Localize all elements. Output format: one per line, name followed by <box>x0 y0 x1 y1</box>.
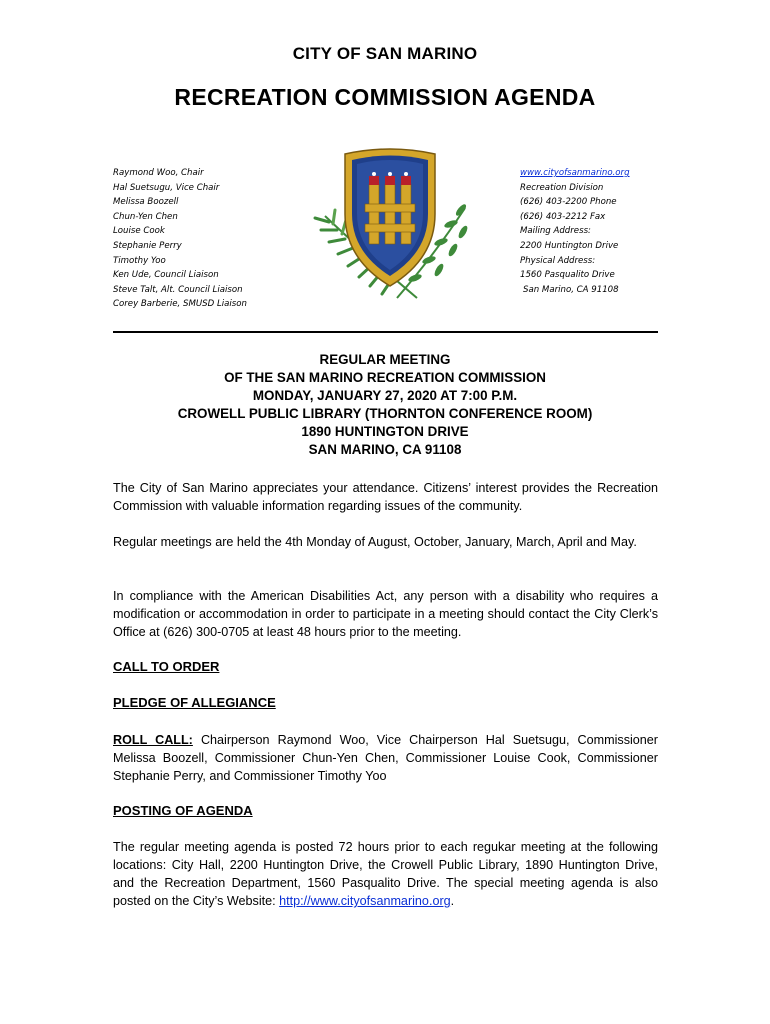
division: Recreation Division <box>520 182 604 193</box>
meeting-info <box>0 351 770 459</box>
phone: (626) 403-2200 Phone <box>520 197 617 208</box>
member-council-liaison: Ken Ude, Council Liaison <box>113 270 219 281</box>
website-link[interactable]: www.cityofsanmarino.org <box>520 168 630 178</box>
header-divider <box>113 331 658 333</box>
meeting-type: REGULAR MEETING <box>319 352 451 367</box>
roll-call-text: Chairperson Raymond Woo, Vice Chairperson Hal Suetsugu, Commissioner Melissa Boozell, Commissioner Chun-Yen Chen, Commissioner Louise Cook, Commissioner Stephanie Perry, and Commissioner Timothy Yoo <box>113 733 658 783</box>
city-title: CITY OF SAN MARINO <box>292 44 478 63</box>
agenda-title: RECREATION COMMISSION AGENDA <box>174 84 596 110</box>
member: Chun-Yen Chen <box>113 211 178 222</box>
member-vice-chair: Hal Suetsugu, Vice Chair <box>113 182 220 193</box>
commission-members-list <box>113 166 247 312</box>
city-seal-icon <box>305 144 475 306</box>
meeting-city: SAN MARINO, CA 91108 <box>308 442 462 457</box>
mailing-address: 2200 Huntington Drive <box>520 240 619 251</box>
schedule-paragraph: Regular meetings are held the 4th Monday of August, October, January, March, April and May. <box>113 535 637 549</box>
ada-paragraph: In compliance with the American Disabilities Act, any person with a disability who requires a modification or accommodation in order to participate in a meeting should contact the City Clerk’s Office at (626) 300-0705 at least 48 hours prior to the meeting. <box>113 589 658 639</box>
mailing-label: Mailing Address: <box>520 226 591 237</box>
posting-heading: POSTING OF AGENDA <box>113 803 253 818</box>
meeting-street: 1890 HUNTINGTON DRIVE <box>301 424 469 439</box>
meeting-location: CROWELL PUBLIC LIBRARY (THORNTON CONFERENCE ROOM) <box>177 406 593 421</box>
physical-label: Physical Address: <box>520 255 596 266</box>
member-alt-council-liaison: Steve Talt, Alt. Council Liaison <box>113 284 243 295</box>
fax: (626) 403-2212 Fax <box>520 211 606 222</box>
member: Louise Cook <box>113 226 165 237</box>
posting-text: The regular meeting agenda is posted 72 hours prior to each regukar meeting at the following locations: City Hall, 2200 Huntington Drive, the Crowell Public Library, 1890 Huntington Drive, and the Recreation Department, 1560 Pasqualito Drive. The special meeting agenda is also posted on the City’s Website: <box>113 840 658 908</box>
contact-info <box>520 166 630 297</box>
roll-call-paragraph <box>113 731 658 785</box>
attendance-paragraph: The City of San Marino appreciates your attendance. Citizens’ interest provides the Recreation Commission with valuable information regarding issues of the community. <box>113 481 658 513</box>
member: Timothy Yoo <box>113 255 166 266</box>
posting-paragraph <box>113 838 658 910</box>
pledge-heading: PLEDGE OF ALLEGIANCE <box>113 695 276 710</box>
shield-icon <box>345 149 435 286</box>
physical-address: 1560 Pasqualito Drive <box>520 270 615 281</box>
member: Melissa Boozell <box>113 197 179 208</box>
member-chair: Raymond Woo, Chair <box>113 168 204 178</box>
member: Stephanie Perry <box>113 240 182 251</box>
member-smusd-liaison: Corey Barberie, SMUSD Liaison <box>113 299 247 310</box>
roll-call-heading: ROLL CALL: <box>113 733 193 747</box>
meeting-date: MONDAY, JANUARY 27, 2020 AT 7:00 P.M. <box>252 388 518 403</box>
meeting-body: OF THE SAN MARINO RECREATION COMMISSION <box>224 370 546 385</box>
call-to-order-heading: CALL TO ORDER <box>113 659 220 674</box>
posting-end: . <box>450 894 455 908</box>
city-website-link[interactable]: http://www.cityofsanmarino.org <box>279 894 451 908</box>
city-zip: San Marino, CA 91108 <box>523 284 619 295</box>
